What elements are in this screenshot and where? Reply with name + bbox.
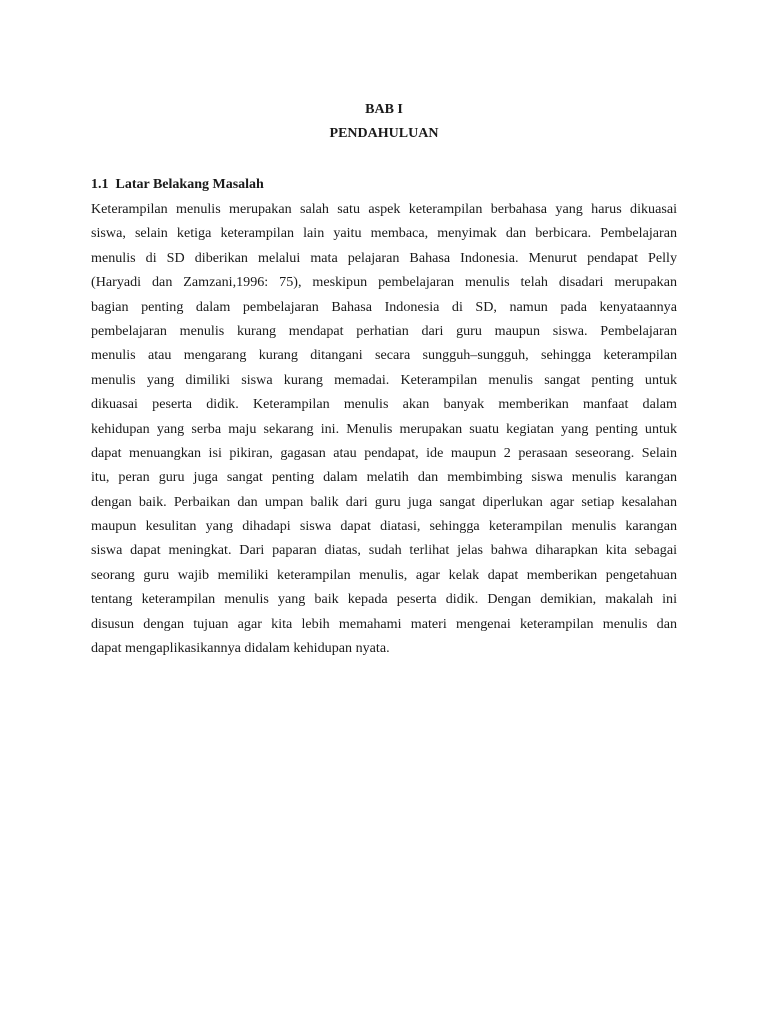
body-paragraph — [91, 197, 677, 660]
paragraph-line: tentang keterampilan menulis yang baik kepada peserta didik. Dengan demikian, makalah ini — [91, 591, 677, 608]
paragraph-line: maupun kesulitan yang dihadapi siswa dapat diatasi, sehingga keterampilan menulis karangan — [91, 518, 677, 535]
paragraph-line: menulis yang dimiliki siswa kurang memadai. Keterampilan menulis sangat penting untuk — [91, 371, 677, 388]
paragraph-line: menulis di SD diberikan melalui mata pelajaran Bahasa Indonesia. Menurut pendapat Pelly — [91, 249, 677, 266]
paragraph-line: Keterampilan menulis merupakan salah satu aspek keterampilan berbahasa yang harus dikuasai — [91, 201, 677, 217]
paragraph-line: dikuasai peserta didik. Keterampilan menulis akan banyak memberikan manfaat dalam — [91, 396, 677, 413]
paragraph-line: kehidupan yang serba maju sekarang ini. Menulis merupakan suatu kegiatan yang penting untuk — [91, 420, 677, 437]
paragraph-line: seorang guru wajib memiliki keterampilan menulis, agar kelak dapat memberikan pengetahuan — [91, 566, 677, 583]
paragraph-line: dapat menuangkan isi pikiran, gagasan atau pendapat, ide maupun 2 perasaan seseorang. Selain — [91, 444, 677, 461]
paragraph-line: dengan baik. Perbaikan dan umpan balik dari guru juga sangat diperlukan agar setiap kesalahan — [91, 493, 677, 510]
paragraph-line: pembelajaran menulis kurang mendapat perhatian dari guru maupun siswa. Pembelajaran — [91, 322, 677, 339]
paragraph-line: siswa dapat meningkat. Dari paparan diatas, sudah terlihat jelas bahwa diharapkan kita sebagai — [91, 542, 677, 559]
chapter-number: BAB I — [365, 102, 403, 117]
paragraph-line: (Haryadi dan Zamzani,1996: 75), meskipun pembelajaran menulis telah disadari merupakan — [91, 274, 677, 291]
paragraph-line-last: dapat mengaplikasikannya didalam kehidupan nyata. — [91, 640, 390, 657]
paragraph-line: menulis atau mengarang kurang ditangani secara sungguh–sungguh, sehingga keterampilan — [91, 347, 677, 364]
paragraph-line: bagian penting dalam pembelajaran Bahasa Indonesia di SD, namun pada kenyataannya — [91, 298, 677, 315]
paragraph-line: itu, peran guru juga sangat penting dalam melatih dan membimbing siswa menulis karangan — [91, 469, 677, 486]
paragraph-line: disusun dengan tujuan agar kita lebih memahami materi mengenai keterampilan menulis dan — [91, 615, 677, 632]
chapter-title: PENDAHULUAN — [329, 126, 439, 141]
section-heading: 1.1 Latar Belakang Masalah — [91, 177, 264, 192]
paragraph-line: siswa, selain ketiga keterampilan lain yaitu membaca, menyimak dan berbicara. Pembelajaran — [91, 225, 677, 242]
